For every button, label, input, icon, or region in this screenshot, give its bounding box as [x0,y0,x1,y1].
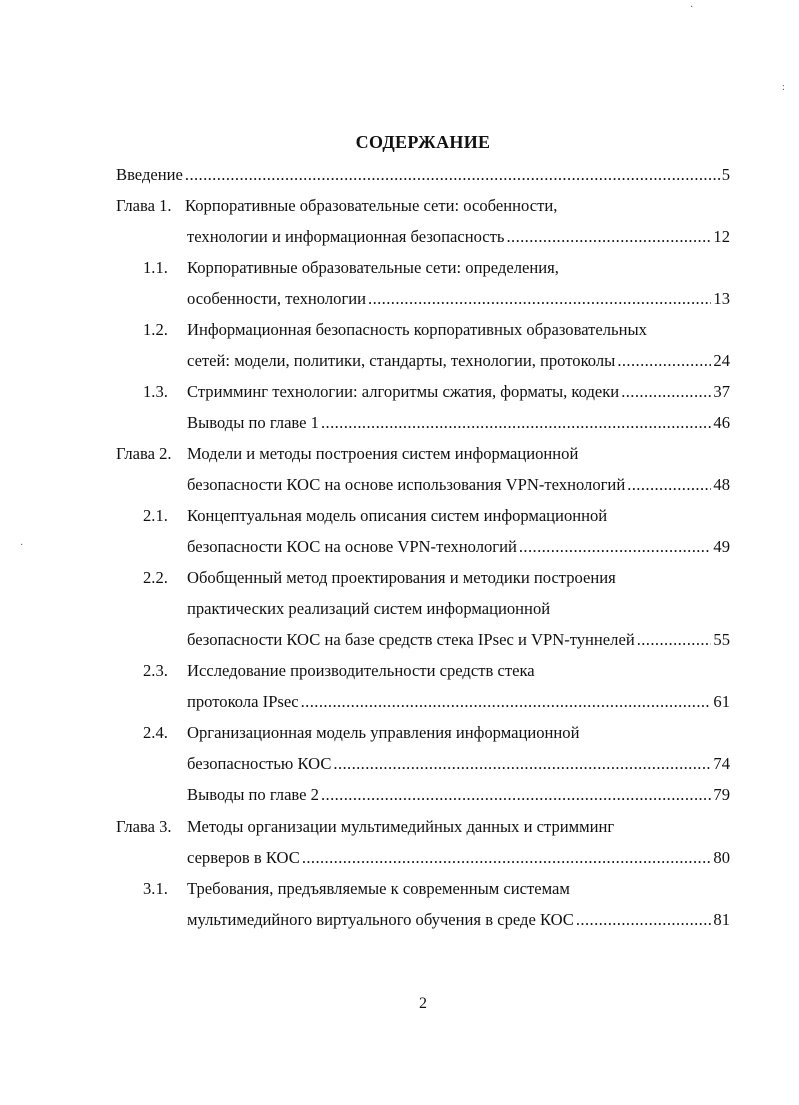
toc-chapter-2-heading[interactable] [116,442,730,466]
section-number: 1.3. [143,382,168,401]
toc-entry-line: Выводы по главе 1 [187,413,319,432]
toc-section-1-1-continuation[interactable] [187,287,730,311]
toc-entry-line: Концептуальная модель описания систем информационной [187,506,608,525]
toc-entry-line: Информационная безопасность корпоративных образовательных [187,320,647,339]
toc-chapter-2-conclusions[interactable] [187,783,730,807]
toc-section-2-1-heading[interactable] [116,504,730,528]
toc-section-1-2-heading[interactable] [116,318,730,342]
toc-page-number: 81 [713,910,730,929]
toc-section-2-2-continuation[interactable] [187,628,730,652]
toc-section-1-1-heading[interactable] [116,256,730,280]
chapter-prefix: Глава 1. [116,196,172,215]
scan-speck: · [20,540,24,551]
toc-section-1-3-line[interactable] [187,380,730,404]
toc-entry-line: безопасности КОС на основе VPN-технологий [187,537,517,556]
toc-entry-line: безопасности КОС на базе средств стека IPsec и VPN-туннелей [187,630,635,649]
chapter-prefix: Глава 2. [116,444,172,463]
leader-dots [368,287,711,311]
toc-entry-introduction[interactable] [116,163,730,187]
toc-section-3-1-continuation[interactable] [187,908,730,932]
leader-dots [333,752,711,776]
toc-entry-line: серверов в КОС [187,848,300,867]
toc-page-number: 74 [713,754,730,773]
toc-entry-line: сетей: модели, политики, стандарты, технологии, протоколы [187,351,616,370]
chapter-prefix: Глава 3. [116,817,172,836]
toc-section-2-2-line-2[interactable] [187,597,730,621]
toc-page-number: 46 [713,413,730,432]
leader-dots [301,690,712,714]
toc-entry-line: протокола IPsec [187,692,299,711]
section-number: 2.3. [143,661,168,680]
toc-entry-line: Требования, предъявляемые к современным системам [187,879,570,898]
toc-section-2-3-heading[interactable] [116,659,730,683]
toc-page-number: 13 [713,289,730,308]
toc-entry-line: Обобщенный метод проектирования и методики построения [187,568,616,587]
toc-section-2-2-heading[interactable] [116,566,730,590]
toc-entry-line: практических реализаций систем информационной [187,599,551,618]
toc-chapter-1-continuation[interactable] [187,225,730,249]
toc-entry-line: Организационная модель управления информационной [187,723,580,742]
leader-dots [519,535,712,559]
page-number: 2 [419,995,427,1012]
toc-page-number: 24 [713,351,730,370]
contents-title: СОДЕРЖАНИЕ [355,132,491,152]
leader-dots [617,349,711,373]
toc-entry-line: технологии и информационная безопасность [187,227,505,246]
toc-chapter-1-conclusions[interactable] [187,411,730,435]
toc-page-number: 49 [713,537,730,556]
toc-section-2-1-continuation[interactable] [187,535,730,559]
section-number: 1.1. [143,258,168,277]
leader-dots [627,473,711,497]
leader-dots [621,380,711,404]
leader-dots [321,411,711,435]
section-number: 2.2. [143,568,168,587]
toc-entry-line: Корпоративные образовательные сети: определения, [187,258,559,277]
section-number: 2.1. [143,506,168,525]
toc-entry-line: Выводы по главе 2 [187,785,319,804]
toc-entry-label: Введение [116,165,183,184]
toc-chapter-1-heading[interactable] [116,194,730,218]
toc-entry-line: Корпоративные образовательные сети: особенности, [185,196,558,215]
toc-page-number: 61 [713,692,730,711]
toc-page-number: 5 [721,165,730,184]
section-number: 3.1. [143,879,168,898]
toc-section-2-3-continuation[interactable] [187,690,730,714]
toc-entry-line: Стримминг технологии: алгоритмы сжатия, форматы, кодеки [187,382,620,401]
section-number: 2.4. [143,723,168,742]
toc-page-number: 12 [713,227,730,246]
toc-page-number: 48 [713,475,730,494]
toc-page-number: 55 [713,630,730,649]
toc-page-number: 79 [713,785,730,804]
toc-page-number: 37 [713,382,730,401]
toc-section-2-4-continuation[interactable] [187,752,730,776]
toc-section-2-4-heading[interactable] [116,721,730,745]
leader-dots [185,163,720,187]
scan-speck: · [690,2,694,13]
leader-dots [321,783,711,807]
section-number: 1.2. [143,320,168,339]
leader-dots [506,225,711,249]
leader-dots [576,908,712,932]
toc-entry-line: Модели и методы построения систем информационной [187,444,579,463]
toc-entry-line: безопасностью КОС [187,754,332,773]
toc-entry-line: особенности, технологии [187,289,367,308]
leader-dots [302,846,712,870]
scan-speck: : [782,82,785,93]
toc-chapter-2-continuation[interactable] [187,473,730,497]
toc-entry-line: безопасности КОС на основе использования VPN-технологий [187,475,626,494]
toc-entry-line: Исследование производительности средств стека [187,661,535,680]
toc-section-3-1-heading[interactable] [116,877,730,901]
toc-entry-line: Методы организации мультимедийных данных и стримминг [187,817,615,836]
toc-entry-line: мультимедийного виртуального обучения в среде КОС [187,910,574,929]
toc-chapter-3-heading[interactable] [116,815,730,839]
leader-dots [637,628,712,652]
toc-section-1-2-continuation[interactable] [187,349,730,373]
toc-chapter-3-continuation[interactable] [187,846,730,870]
toc-page-number: 80 [713,848,730,867]
